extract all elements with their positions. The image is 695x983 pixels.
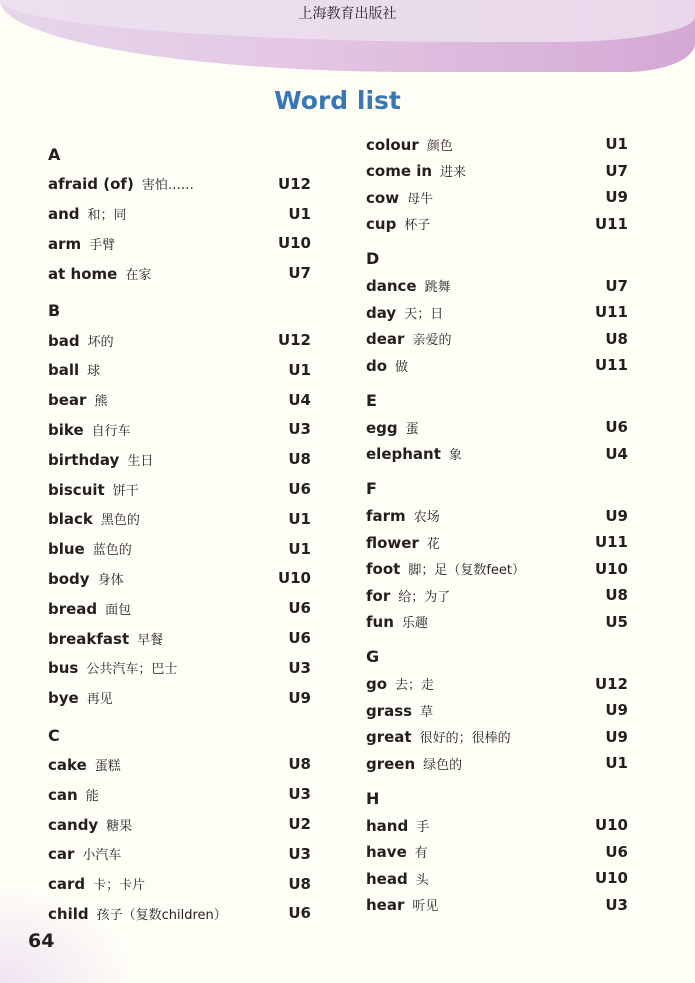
word-text xyxy=(48,785,99,804)
chinese-meaning: 很好的；很棒的 xyxy=(419,731,511,747)
english-word: go xyxy=(366,675,388,694)
english-word: black xyxy=(48,510,93,529)
word-entry xyxy=(366,671,628,698)
word-text xyxy=(48,450,153,469)
english-word: great xyxy=(366,728,412,747)
unit-reference: U6 xyxy=(288,904,311,923)
word-text xyxy=(48,815,132,834)
page-title: Word list xyxy=(274,86,401,115)
chinese-meaning: 小汽车 xyxy=(82,848,122,864)
unit-reference: U8 xyxy=(605,329,628,348)
chinese-meaning: 手臂 xyxy=(89,237,116,253)
english-word: child xyxy=(48,904,89,923)
word-text xyxy=(48,569,124,588)
unit-reference: U10 xyxy=(277,234,311,253)
word-entry xyxy=(48,899,311,929)
word-text xyxy=(366,418,419,437)
word-entry xyxy=(366,441,628,468)
english-word: colour xyxy=(366,135,419,154)
word-entry xyxy=(366,865,628,892)
chinese-meaning: 母牛 xyxy=(407,191,434,207)
unit-reference: U4 xyxy=(605,444,628,463)
english-word: dear xyxy=(366,330,405,349)
word-text xyxy=(366,161,466,180)
word-text xyxy=(48,420,131,439)
chinese-meaning: 听见 xyxy=(412,899,439,915)
chinese-meaning: 乐趣 xyxy=(401,616,428,632)
chinese-meaning: 生日 xyxy=(127,453,154,469)
word-text xyxy=(48,658,177,677)
word-text xyxy=(366,559,525,578)
english-word: blue xyxy=(48,540,85,559)
chinese-meaning: 坏的 xyxy=(87,334,114,350)
english-word: can xyxy=(48,785,78,804)
chinese-meaning: 孩子（复数children） xyxy=(96,907,227,923)
section-letter: D xyxy=(366,249,380,268)
english-word: cow xyxy=(366,188,400,207)
word-text xyxy=(366,727,511,746)
word-list-right-column xyxy=(366,131,628,918)
english-word: afraid (of) xyxy=(48,175,134,194)
word-entry xyxy=(48,199,311,229)
unit-reference: U4 xyxy=(288,390,311,409)
word-entry xyxy=(48,534,311,564)
word-entry xyxy=(366,609,628,636)
unit-reference: U3 xyxy=(288,785,311,804)
chinese-meaning: 脚；足（复数feet） xyxy=(408,563,525,579)
word-entry xyxy=(366,812,628,839)
unit-reference: U7 xyxy=(605,276,628,295)
unit-reference: U3 xyxy=(605,895,628,914)
word-entry xyxy=(48,258,311,288)
english-word: breakfast xyxy=(48,629,130,648)
unit-reference: U7 xyxy=(288,264,311,283)
unit-reference: U7 xyxy=(605,161,628,180)
unit-reference: U3 xyxy=(288,844,311,863)
word-text xyxy=(48,904,227,923)
chinese-meaning: 在家 xyxy=(125,267,152,283)
word-text xyxy=(48,264,151,283)
chinese-meaning: 跳舞 xyxy=(424,280,451,296)
unit-reference: U12 xyxy=(277,331,311,350)
english-word: body xyxy=(48,569,90,588)
unit-reference: U6 xyxy=(605,418,628,437)
word-entry xyxy=(366,273,628,300)
english-word: bus xyxy=(48,659,79,678)
word-text xyxy=(366,533,440,552)
english-word: bye xyxy=(48,689,79,708)
unit-reference: U1 xyxy=(605,135,628,154)
chinese-meaning: 有 xyxy=(414,846,428,862)
word-entry xyxy=(48,385,311,415)
chinese-meaning: 草 xyxy=(420,704,434,720)
section-letter: C xyxy=(48,725,60,745)
word-text xyxy=(366,895,438,914)
section-letter: G xyxy=(366,647,380,666)
chinese-meaning: 天；日 xyxy=(404,306,444,322)
word-text xyxy=(366,135,453,154)
english-word: cake xyxy=(48,755,87,774)
word-entry xyxy=(366,839,628,866)
english-word: day xyxy=(366,303,397,322)
section-letter: H xyxy=(366,788,380,808)
word-text xyxy=(48,599,131,618)
word-text xyxy=(48,874,145,893)
unit-reference: U3 xyxy=(288,420,311,439)
word-entry xyxy=(48,229,311,259)
unit-reference: U6 xyxy=(288,480,311,499)
chinese-meaning: 面包 xyxy=(105,602,132,618)
chinese-meaning: 头 xyxy=(415,872,429,888)
word-text xyxy=(366,869,429,888)
word-text xyxy=(48,755,121,774)
english-word: ball xyxy=(48,361,80,380)
word-entry xyxy=(48,683,311,713)
chinese-meaning: 再见 xyxy=(86,692,113,708)
english-word: do xyxy=(366,356,388,375)
word-entry xyxy=(48,444,311,474)
word-text xyxy=(48,688,113,707)
word-entry xyxy=(366,503,628,530)
unit-reference: U1 xyxy=(288,509,311,528)
unit-reference: U1 xyxy=(288,204,311,223)
word-entry xyxy=(366,556,628,583)
chinese-meaning: 自行车 xyxy=(91,423,131,439)
chinese-meaning: 农场 xyxy=(413,510,440,526)
word-text xyxy=(366,816,429,835)
unit-reference: U11 xyxy=(594,356,628,375)
chinese-meaning: 蓝色的 xyxy=(92,543,132,559)
word-text xyxy=(366,188,433,207)
word-entry xyxy=(48,839,311,869)
unit-reference: U10 xyxy=(277,569,311,588)
word-entry xyxy=(366,697,628,724)
chinese-meaning: 和；同 xyxy=(87,208,127,224)
english-word: bad xyxy=(48,331,80,350)
english-word: candy xyxy=(48,815,99,834)
unit-reference: U5 xyxy=(605,612,628,631)
english-word: car xyxy=(48,845,75,864)
chinese-meaning: 熊 xyxy=(94,394,108,410)
unit-reference: U8 xyxy=(288,755,311,774)
unit-reference: U9 xyxy=(605,188,628,207)
word-text xyxy=(48,629,163,648)
chinese-meaning: 公共汽车；巴士 xyxy=(86,662,178,678)
unit-reference: U6 xyxy=(288,629,311,648)
word-text xyxy=(48,480,139,499)
word-entry xyxy=(48,355,311,385)
word-entry xyxy=(48,779,311,809)
word-entry xyxy=(48,474,311,504)
page-number: 64 xyxy=(28,930,55,952)
english-word: bike xyxy=(48,420,84,439)
unit-reference: U10 xyxy=(594,816,628,835)
word-entry xyxy=(366,184,628,211)
unit-reference: U9 xyxy=(605,506,628,525)
chinese-meaning: 颜色 xyxy=(426,138,453,154)
word-entry xyxy=(366,750,628,777)
english-word: bread xyxy=(48,599,98,618)
word-entry xyxy=(48,593,311,623)
english-word: grass xyxy=(366,701,413,720)
word-text xyxy=(366,842,428,861)
word-entry xyxy=(48,325,311,355)
word-entry xyxy=(48,869,311,899)
english-word: elephant xyxy=(366,445,441,464)
word-text xyxy=(48,204,127,223)
english-word: farm xyxy=(366,507,406,526)
chinese-meaning: 绿色的 xyxy=(423,757,463,773)
word-text xyxy=(366,506,440,525)
word-text xyxy=(366,214,430,233)
english-word: bear xyxy=(48,391,87,410)
english-word: hand xyxy=(366,816,409,835)
english-word: fun xyxy=(366,613,394,632)
chinese-meaning: 能 xyxy=(85,788,99,804)
english-word: for xyxy=(366,586,391,605)
unit-reference: U12 xyxy=(594,674,628,693)
word-entry xyxy=(366,414,628,441)
word-text xyxy=(366,276,451,295)
unit-reference: U12 xyxy=(277,174,311,193)
english-word: birthday xyxy=(48,450,120,469)
word-entry xyxy=(48,750,311,780)
chinese-meaning: 身体 xyxy=(97,572,124,588)
english-word: and xyxy=(48,205,80,224)
english-word: green xyxy=(366,754,416,773)
unit-reference: U11 xyxy=(594,214,628,233)
word-text xyxy=(366,612,428,631)
chinese-meaning: 花 xyxy=(426,536,440,552)
word-entry xyxy=(48,623,311,653)
word-text xyxy=(366,444,462,463)
chinese-meaning: 进来 xyxy=(440,165,467,181)
english-word: flower xyxy=(366,533,419,552)
chinese-meaning: 蛋糕 xyxy=(94,758,121,774)
english-word: hear xyxy=(366,896,405,915)
word-entry xyxy=(366,352,628,379)
word-entry xyxy=(366,724,628,751)
word-entry xyxy=(366,529,628,556)
english-word: at home xyxy=(48,264,118,283)
english-word: egg xyxy=(366,418,398,437)
chinese-meaning: 蛋 xyxy=(405,421,419,437)
chinese-meaning: 黑色的 xyxy=(100,513,140,529)
word-text xyxy=(366,701,433,720)
unit-reference: U11 xyxy=(594,533,628,552)
word-entry xyxy=(366,299,628,326)
english-word: cup xyxy=(366,215,397,234)
unit-reference: U8 xyxy=(288,874,311,893)
english-word: head xyxy=(366,869,408,888)
unit-reference: U1 xyxy=(605,754,628,773)
unit-reference: U1 xyxy=(288,539,311,558)
word-entry xyxy=(366,211,628,238)
unit-reference: U6 xyxy=(605,842,628,861)
english-word: dance xyxy=(366,277,417,296)
word-text xyxy=(48,174,194,193)
chinese-meaning: 给；为了 xyxy=(398,589,451,605)
word-text xyxy=(48,844,121,863)
word-text xyxy=(48,234,115,253)
unit-reference: U3 xyxy=(288,658,311,677)
chinese-meaning: 象 xyxy=(448,448,462,464)
section-letter: B xyxy=(48,301,61,321)
word-text xyxy=(48,360,100,379)
chinese-meaning: 手 xyxy=(416,819,430,835)
unit-reference: U10 xyxy=(594,559,628,578)
english-word: biscuit xyxy=(48,480,105,499)
word-text xyxy=(48,331,114,350)
word-text xyxy=(48,390,107,409)
chinese-meaning: 害怕…… xyxy=(141,178,194,194)
chinese-meaning: 卡；卡片 xyxy=(93,878,146,894)
word-text xyxy=(48,509,140,528)
word-text xyxy=(366,303,443,322)
word-entry xyxy=(48,653,311,683)
word-text xyxy=(366,329,451,348)
unit-reference: U2 xyxy=(288,815,311,834)
publisher-name: 上海教育出版社 xyxy=(298,6,397,22)
chinese-meaning: 杯子 xyxy=(404,218,431,234)
chinese-meaning: 亲爱的 xyxy=(412,333,452,349)
english-word: come in xyxy=(366,162,433,181)
section-letter: F xyxy=(366,479,377,498)
word-entry xyxy=(366,131,628,158)
word-text xyxy=(366,674,434,693)
section-letter: A xyxy=(48,145,61,164)
unit-reference: U9 xyxy=(288,688,311,707)
chinese-meaning: 做 xyxy=(395,359,409,375)
chinese-meaning: 球 xyxy=(87,364,101,380)
chinese-meaning: 早餐 xyxy=(137,632,164,648)
word-entry xyxy=(48,415,311,445)
word-text xyxy=(366,356,408,375)
unit-reference: U6 xyxy=(288,599,311,618)
unit-reference: U9 xyxy=(605,727,628,746)
word-entry xyxy=(48,169,311,199)
unit-reference: U9 xyxy=(605,701,628,720)
chinese-meaning: 去；走 xyxy=(395,678,435,694)
english-word: foot xyxy=(366,560,401,579)
section-letter: E xyxy=(366,390,377,410)
unit-reference: U8 xyxy=(288,450,311,469)
word-entry xyxy=(366,326,628,353)
english-word: arm xyxy=(48,234,82,253)
word-entry xyxy=(48,809,311,839)
word-entry xyxy=(366,582,628,609)
unit-reference: U11 xyxy=(594,303,628,322)
word-entry xyxy=(366,892,628,919)
word-text xyxy=(366,586,450,605)
word-text xyxy=(48,539,132,558)
unit-reference: U10 xyxy=(594,869,628,888)
word-entry xyxy=(48,504,311,534)
word-entry xyxy=(366,158,628,185)
word-text xyxy=(366,754,462,773)
english-word: card xyxy=(48,875,86,894)
english-word: have xyxy=(366,843,407,862)
word-entry xyxy=(48,564,311,594)
word-list-left-column xyxy=(48,132,311,928)
unit-reference: U8 xyxy=(605,586,628,605)
chinese-meaning: 饼干 xyxy=(112,483,139,499)
chinese-meaning: 糖果 xyxy=(106,818,133,834)
unit-reference: U1 xyxy=(288,360,311,379)
